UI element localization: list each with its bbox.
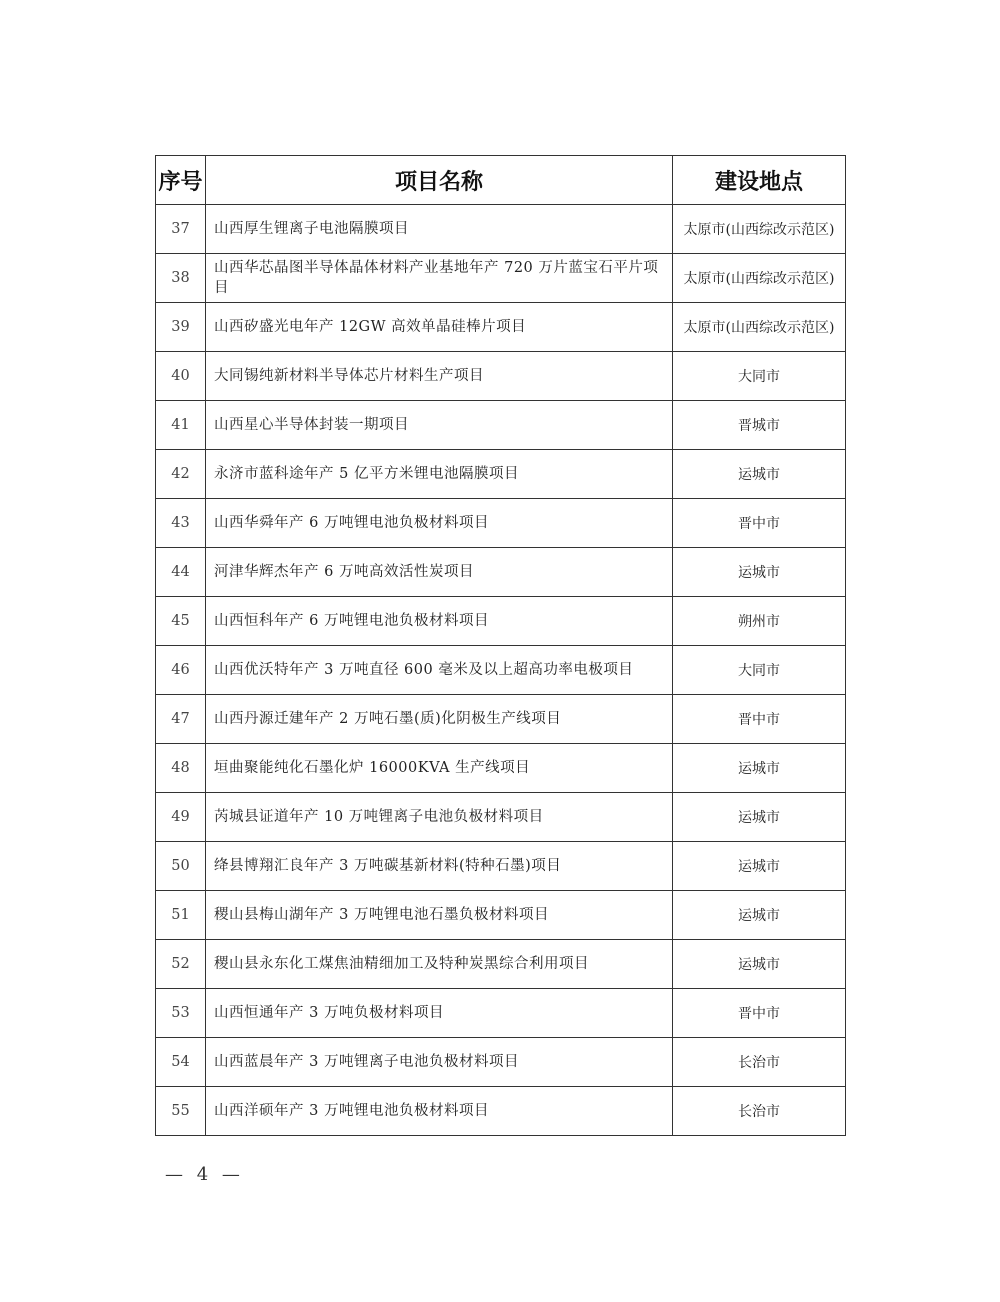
row-number: 47 bbox=[156, 695, 206, 744]
build-location: 太原市(山西综改示范区) bbox=[673, 254, 846, 303]
row-number: 52 bbox=[156, 940, 206, 989]
page-number: — 4 — bbox=[165, 1164, 244, 1185]
row-number: 46 bbox=[156, 646, 206, 695]
table-row bbox=[156, 1038, 846, 1087]
project-name: 永济市蓝科途年产 5 亿平方米锂电池隔膜项目 bbox=[206, 450, 673, 499]
row-number: 37 bbox=[156, 205, 206, 254]
project-name: 山西矽盛光电年产 12GW 高效单晶硅棒片项目 bbox=[206, 303, 673, 352]
table-row bbox=[156, 450, 846, 499]
header-location: 建设地点 bbox=[673, 156, 846, 205]
build-location: 大同市 bbox=[673, 352, 846, 401]
row-number: 45 bbox=[156, 597, 206, 646]
build-location: 长治市 bbox=[673, 1087, 846, 1136]
build-location: 晋城市 bbox=[673, 401, 846, 450]
table-row bbox=[156, 940, 846, 989]
build-location: 太原市(山西综改示范区) bbox=[673, 303, 846, 352]
build-location: 晋中市 bbox=[673, 989, 846, 1038]
header-project-name: 项目名称 bbox=[206, 156, 673, 205]
row-number: 51 bbox=[156, 891, 206, 940]
project-name: 山西厚生锂离子电池隔膜项目 bbox=[206, 205, 673, 254]
table-row bbox=[156, 793, 846, 842]
project-name: 垣曲聚能纯化石墨化炉 16000KVA 生产线项目 bbox=[206, 744, 673, 793]
table-row bbox=[156, 352, 846, 401]
build-location: 运城市 bbox=[673, 842, 846, 891]
build-location: 运城市 bbox=[673, 450, 846, 499]
project-table bbox=[155, 155, 846, 1136]
header-number: 序号 bbox=[156, 156, 206, 205]
row-number: 49 bbox=[156, 793, 206, 842]
row-number: 40 bbox=[156, 352, 206, 401]
project-name: 山西洋硕年产 3 万吨锂电池负极材料项目 bbox=[206, 1087, 673, 1136]
build-location: 朔州市 bbox=[673, 597, 846, 646]
project-name: 大同锡纯新材料半导体芯片材料生产项目 bbox=[206, 352, 673, 401]
row-number: 50 bbox=[156, 842, 206, 891]
project-name: 山西华芯晶图半导体晶体材料产业基地年产 720 万片蓝宝石平片项目 bbox=[206, 254, 673, 303]
project-name: 绛县博翔汇良年产 3 万吨碳基新材料(特种石墨)项目 bbox=[206, 842, 673, 891]
table-row bbox=[156, 205, 846, 254]
table-row bbox=[156, 254, 846, 303]
row-number: 53 bbox=[156, 989, 206, 1038]
table-row bbox=[156, 744, 846, 793]
build-location: 运城市 bbox=[673, 940, 846, 989]
project-name: 稷山县永东化工煤焦油精细加工及特种炭黑综合利用项目 bbox=[206, 940, 673, 989]
table-row bbox=[156, 695, 846, 744]
table-row bbox=[156, 1087, 846, 1136]
project-name: 山西华舜年产 6 万吨锂电池负极材料项目 bbox=[206, 499, 673, 548]
row-number: 41 bbox=[156, 401, 206, 450]
project-name: 稷山县梅山湖年产 3 万吨锂电池石墨负极材料项目 bbox=[206, 891, 673, 940]
table-row bbox=[156, 303, 846, 352]
build-location: 晋中市 bbox=[673, 695, 846, 744]
table-row bbox=[156, 646, 846, 695]
project-name: 山西恒通年产 3 万吨负极材料项目 bbox=[206, 989, 673, 1038]
project-name: 山西丹源迁建年产 2 万吨石墨(质)化阴极生产线项目 bbox=[206, 695, 673, 744]
row-number: 54 bbox=[156, 1038, 206, 1087]
table-row bbox=[156, 499, 846, 548]
build-location: 大同市 bbox=[673, 646, 846, 695]
table-row bbox=[156, 989, 846, 1038]
row-number: 55 bbox=[156, 1087, 206, 1136]
build-location: 运城市 bbox=[673, 744, 846, 793]
project-name: 山西星心半导体封装一期项目 bbox=[206, 401, 673, 450]
row-number: 48 bbox=[156, 744, 206, 793]
table-row bbox=[156, 401, 846, 450]
table-row bbox=[156, 548, 846, 597]
table-row bbox=[156, 597, 846, 646]
build-location: 运城市 bbox=[673, 548, 846, 597]
build-location: 长治市 bbox=[673, 1038, 846, 1087]
build-location: 晋中市 bbox=[673, 499, 846, 548]
project-name: 山西优沃特年产 3 万吨直径 600 毫米及以上超高功率电极项目 bbox=[206, 646, 673, 695]
project-name: 河津华辉杰年产 6 万吨高效活性炭项目 bbox=[206, 548, 673, 597]
row-number: 43 bbox=[156, 499, 206, 548]
row-number: 38 bbox=[156, 254, 206, 303]
table-row bbox=[156, 842, 846, 891]
table-header-row bbox=[156, 156, 846, 205]
project-name: 山西恒科年产 6 万吨锂电池负极材料项目 bbox=[206, 597, 673, 646]
table-row bbox=[156, 891, 846, 940]
row-number: 44 bbox=[156, 548, 206, 597]
build-location: 运城市 bbox=[673, 891, 846, 940]
project-name: 芮城县证道年产 10 万吨锂离子电池负极材料项目 bbox=[206, 793, 673, 842]
project-name: 山西蓝晨年产 3 万吨锂离子电池负极材料项目 bbox=[206, 1038, 673, 1087]
row-number: 42 bbox=[156, 450, 206, 499]
build-location: 运城市 bbox=[673, 793, 846, 842]
row-number: 39 bbox=[156, 303, 206, 352]
build-location: 太原市(山西综改示范区) bbox=[673, 205, 846, 254]
